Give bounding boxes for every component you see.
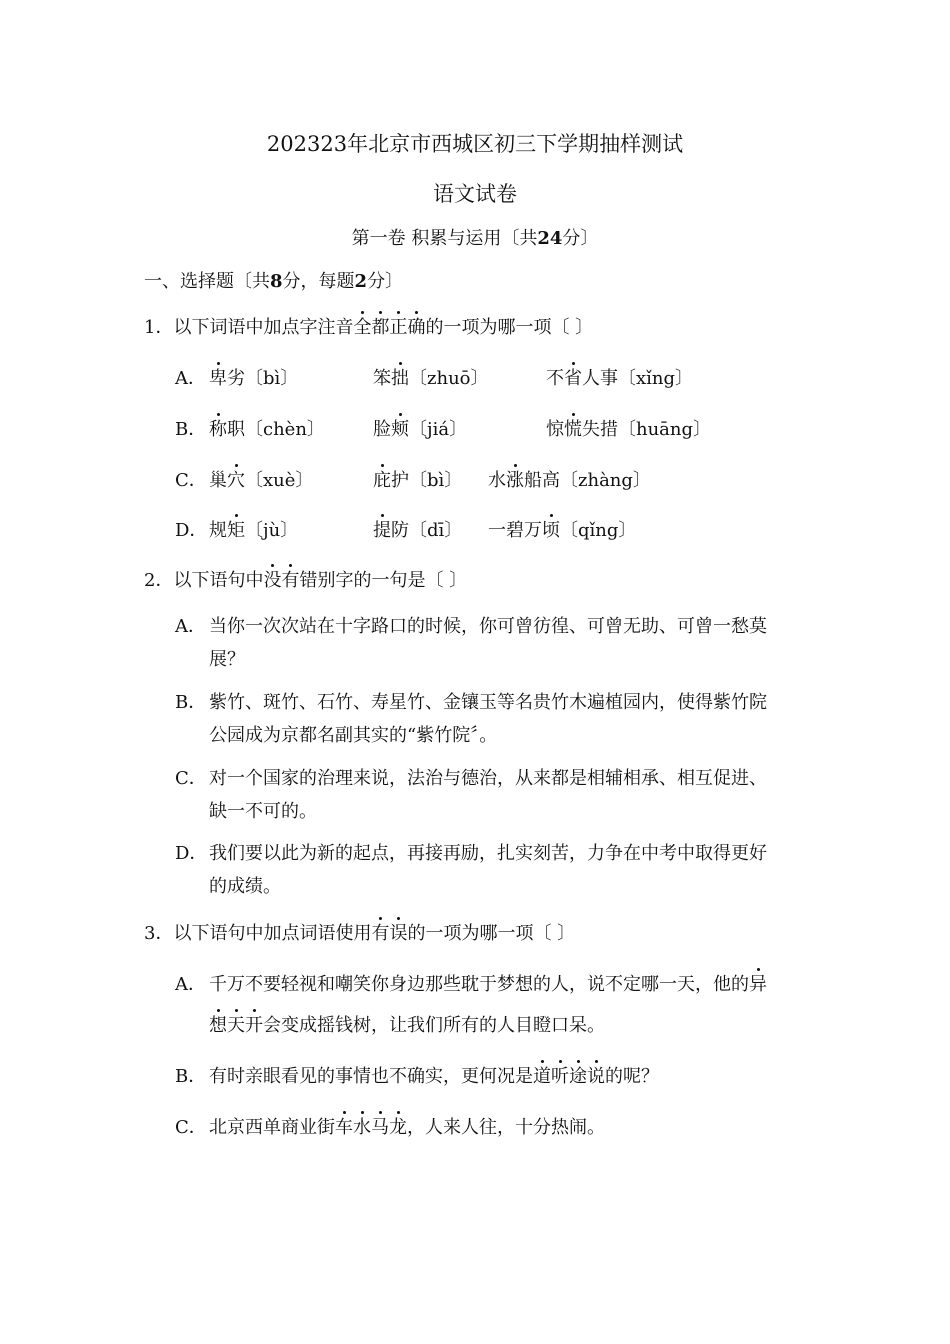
q1-option-d-label: D． [175, 520, 208, 541]
q3-option-a-line-1: 千万不要轻视和嘲笑你身边那些耽于梦想的人，说不定哪一天，他的异 [209, 974, 767, 995]
document-subtitle: 语文试卷 [433, 182, 517, 206]
q1-option-c-word-1: 巢穴〔xuè〕 [209, 470, 314, 491]
question-2-stem: 2．以下语句中没有错别字的一句是〔 〕 [144, 570, 468, 591]
q1-option-b-word-2: 脸颊〔jiá〕 [373, 419, 468, 440]
q2-option-b-line-2: 公园成为京都名副其实的“紫竹院〞。 [209, 725, 498, 746]
q3-option-a-label: A． [175, 974, 206, 995]
q2-option-c-label: C． [175, 768, 207, 789]
q1-option-d-word-1: 规矩〔jù〕 [209, 520, 299, 541]
q1-option-b-word-3: 惊慌失措〔huāng〕 [546, 419, 712, 440]
q2-option-d-line-2: 的成绩。 [209, 876, 281, 897]
q3-option-c-label: C． [175, 1117, 207, 1138]
question-3-stem: 3．以下语句中加点词语使用有误的一项为哪一项〔 〕 [144, 923, 576, 944]
q1-option-a-word-1: 卑劣〔bì〕 [209, 368, 299, 389]
q1-option-c-label: C． [175, 470, 207, 491]
part-heading: 第一卷 积累与运用〔共24分〕 [351, 228, 599, 249]
q3-option-a-line-2: 想天开会变成摇钱树，让我们所有的人目瞪口呆。 [209, 1015, 605, 1036]
document-title: 202323年北京市西城区初三下学期抽样测试 [266, 132, 684, 156]
q2-option-a-line-1: 当你一次次站在十字路口的时候，你可曾彷徨、可曾无助、可曾一愁莫 [209, 616, 767, 637]
question-1-stem: 1．以下词语中加点字注音全都正确的一项为哪一项〔 〕 [144, 317, 594, 338]
q2-option-c-line-1: 对一个国家的治理来说，法治与德治，从来都是相辅相承、相互促进、 [209, 768, 767, 789]
q2-option-b-line-1: 紫竹、斑竹、石竹、寿星竹、金镶玉等名贵竹木遍植园内，使得紫竹院 [209, 692, 767, 713]
q2-option-c-line-2: 缺一不可的。 [209, 801, 317, 822]
q1-option-b-word-1: 称职〔chèn〕 [209, 419, 325, 440]
q1-option-d-word-2: 提防〔dī〕 [373, 520, 463, 541]
section-heading: 一、选择题〔共8分，每题2分〕 [144, 271, 404, 292]
q1-option-a-word-2: 笨拙〔zhuō〕 [373, 368, 489, 389]
q3-option-b-label: B． [175, 1066, 207, 1087]
q1-option-d-word-3: 一碧万顷〔qǐng〕 [488, 520, 637, 541]
q1-option-b-label: B． [175, 419, 207, 440]
q1-option-a-word-3: 不省人事〔xǐng〕 [546, 368, 694, 389]
q1-option-c-word-2: 庇护〔bì〕 [373, 470, 463, 491]
q1-option-a-label: A． [175, 368, 206, 389]
q2-option-a-label: A． [175, 616, 206, 637]
q3-option-b-text: 有时亲眼看见的事情也不确实，更何况是道听途说的呢？ [209, 1066, 659, 1087]
q1-option-c-word-3: 水涨船高〔zhàng〕 [488, 470, 651, 491]
q2-option-d-label: D． [175, 843, 208, 864]
q2-option-a-line-2: 展？ [209, 649, 245, 670]
q3-option-c-text: 北京西单商业街车水马龙，人来人往，十分热闹。 [209, 1117, 605, 1138]
q2-option-d-line-1: 我们要以此为新的起点，再接再励，扎实刻苦，力争在中考中取得更好 [209, 843, 767, 864]
q2-option-b-label: B． [175, 692, 207, 713]
